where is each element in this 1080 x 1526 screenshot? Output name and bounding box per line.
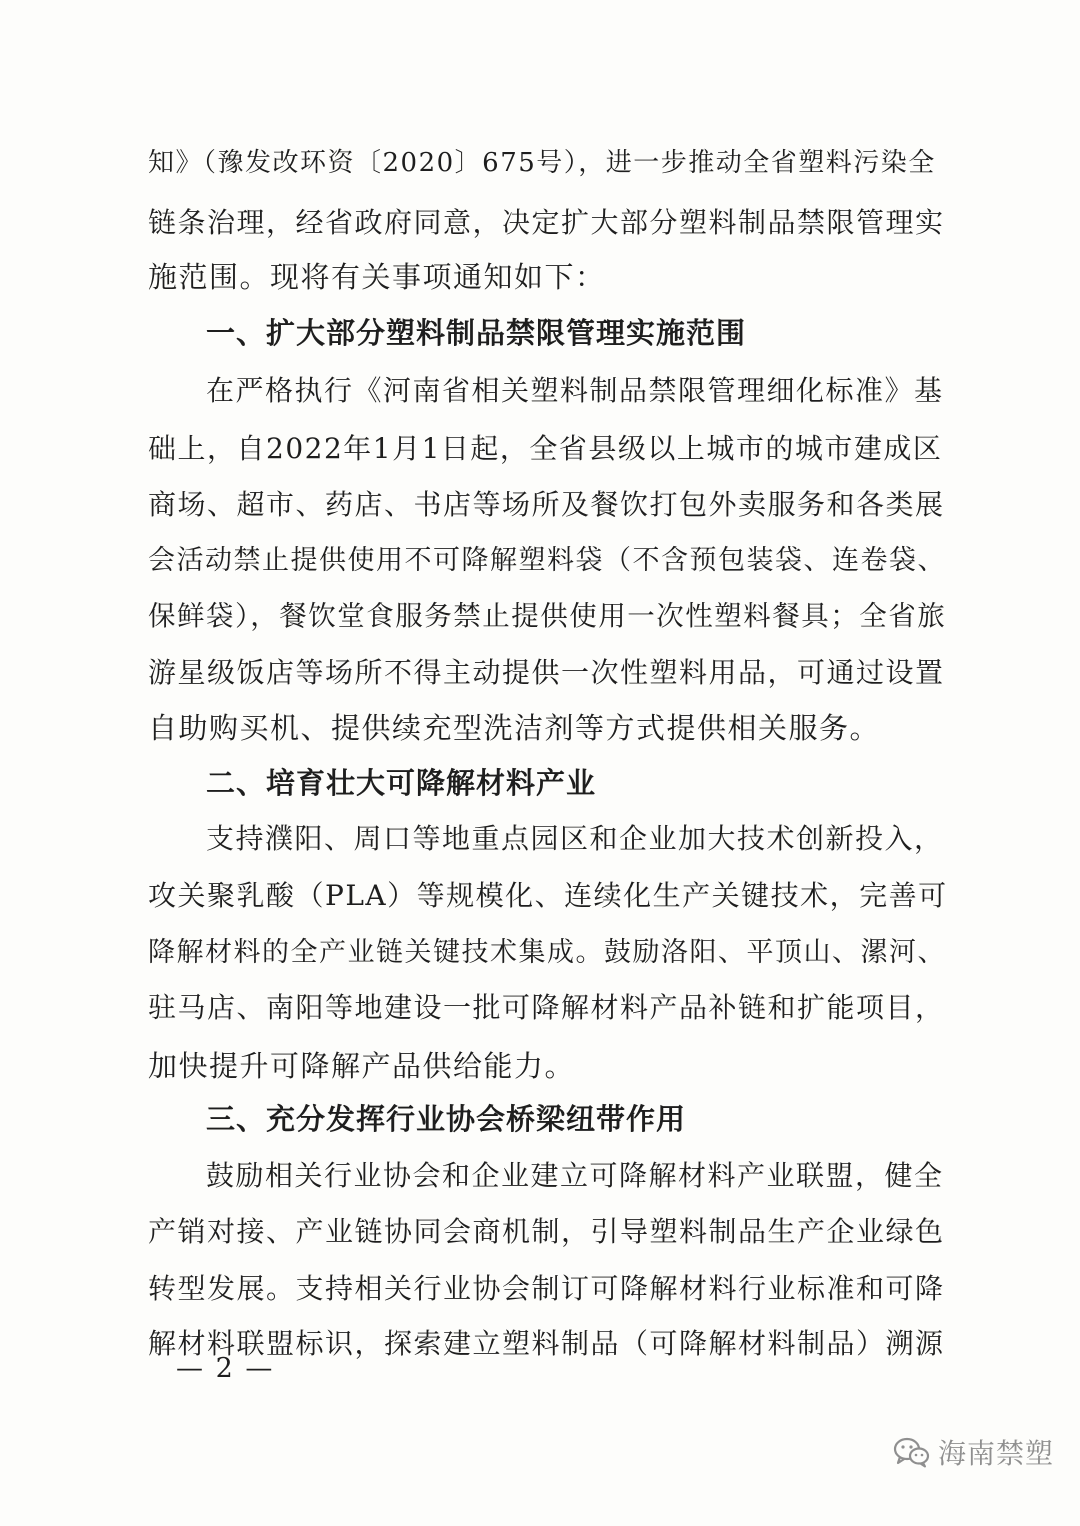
body-text-line: 支持濮阳、周口等地重点园区和企业加大技术创新投入， bbox=[206, 822, 944, 855]
body-text-line: 链条治理，经省政府同意，决定扩大部分塑料制品禁限管理实 bbox=[148, 206, 945, 239]
body-text-line: 产销对接、产业链协同会商机制，引导塑料制品生产企业绿色 bbox=[148, 1215, 945, 1248]
body-text-line: 在严格执行《河南省相关塑料制品禁限管理细化标准》基 bbox=[206, 374, 944, 407]
body-text-line: 鼓励相关行业协会和企业建立可降解材料产业联盟，健全 bbox=[206, 1159, 944, 1192]
body-text-line: 会活动禁止提供使用不可降解塑料袋（不含预包装袋、连卷袋、 bbox=[148, 545, 946, 576]
watermark-text: 海南禁塑 bbox=[938, 1437, 1055, 1470]
body-text-line: 攻关聚乳酸（PLA）等规模化、连续化生产关键技术，完善可 bbox=[148, 879, 948, 912]
section-heading: 一、扩大部分塑料制品禁限管理实施范围 bbox=[206, 316, 747, 350]
section-heading: 三、充分发挥行业协会桥梁纽带作用 bbox=[206, 1102, 687, 1136]
section-heading: 二、培育壮大可降解材料产业 bbox=[206, 766, 597, 800]
body-text-line: 游星级饭店等场所不得主动提供一次性塑料用品，可通过设置 bbox=[148, 656, 945, 689]
body-text-line: 保鲜袋），餐饮堂食服务禁止提供使用一次性塑料餐具；全省旅 bbox=[148, 600, 947, 632]
page-number: — 2 — bbox=[176, 1353, 275, 1384]
body-text-line: 加快提升可降解产品供给能力。 bbox=[148, 1049, 576, 1083]
body-text-line: 转型发展。支持相关行业协会制订可降解材料行业标准和可降 bbox=[148, 1272, 945, 1305]
body-text-line: 施范围。现将有关事项通知如下： bbox=[148, 260, 606, 294]
source-watermark bbox=[892, 1430, 1054, 1474]
body-text-line: 降解材料的全产业链关键技术集成。鼓励洛阳、平顶山、漯河、 bbox=[148, 937, 946, 968]
body-text-line: 商场、超市、药店、书店等场所及餐饮打包外卖服务和各类展 bbox=[148, 488, 945, 521]
body-text-line: 知》（豫发改环资〔2020〕675号），进一步推动全省塑料污染全 bbox=[148, 148, 936, 178]
body-text-line: 础上，自2022年1月1日起，全省县级以上城市的城市建成区 bbox=[148, 432, 943, 465]
body-text-line: 自助购买机、提供续充型洗洁剂等方式提供相关服务。 bbox=[148, 711, 881, 745]
body-text-line: 解材料联盟标识，探索建立塑料制品（可降解材料制品）溯源 bbox=[148, 1327, 945, 1360]
body-text-line: 驻马店、南阳等地建设一批可降解材料产品补链和扩能项目， bbox=[148, 991, 945, 1024]
wechat-icon bbox=[892, 1436, 930, 1468]
